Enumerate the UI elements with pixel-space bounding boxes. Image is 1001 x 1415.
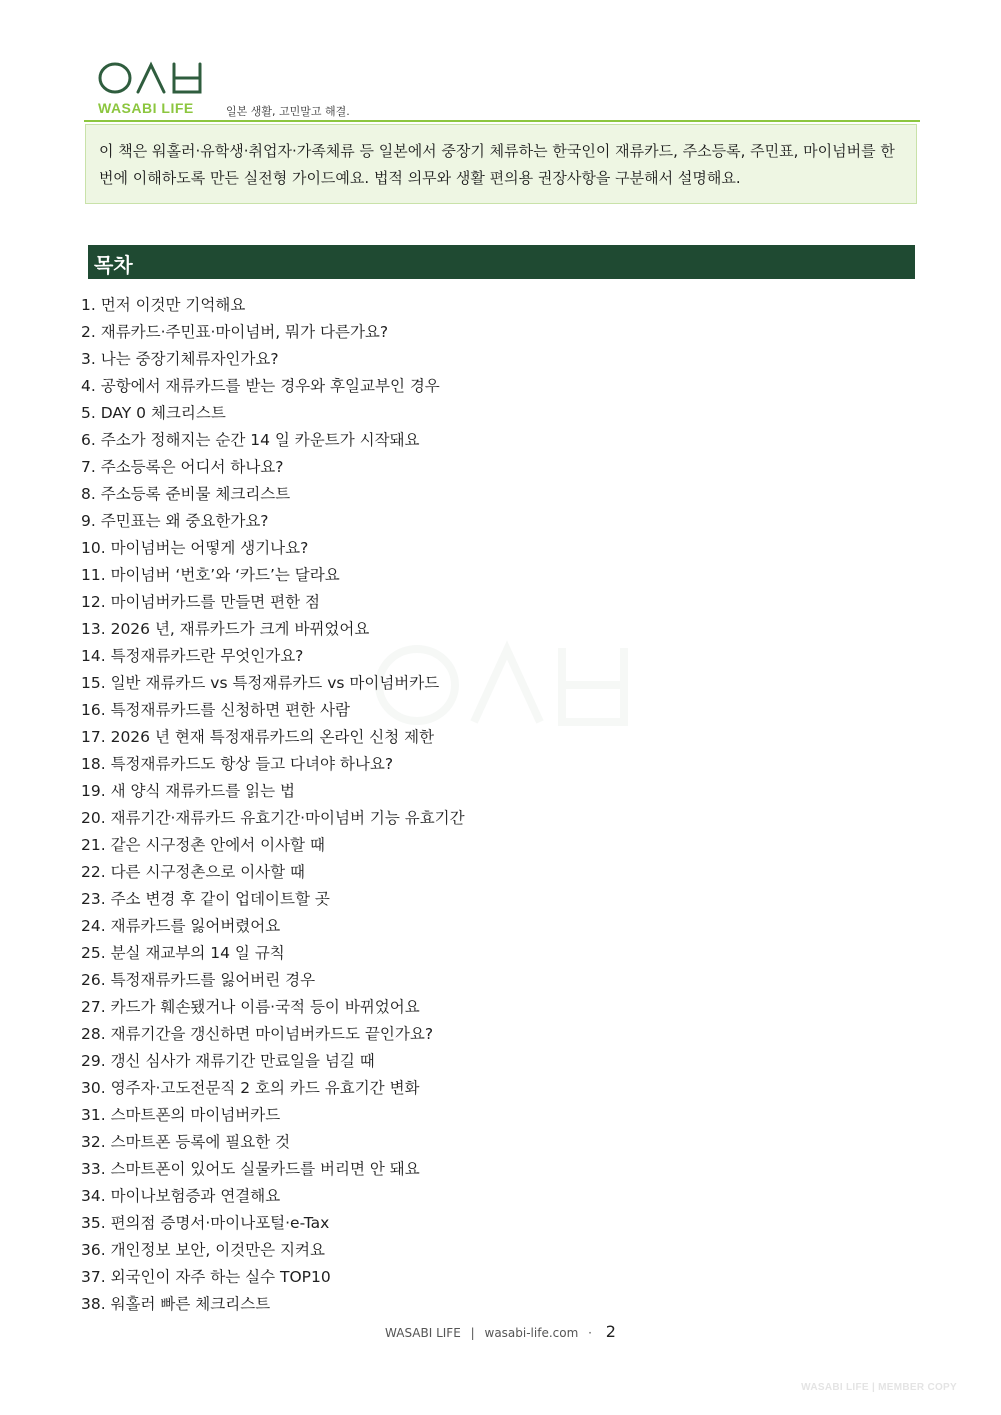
brand-name: WASABI LIFE bbox=[98, 100, 194, 116]
wasabi-logo-icon bbox=[96, 60, 204, 96]
intro-text: 이 책은 워홀러·유학생·취업자·가족체류 등 일본에서 중장기 체류하는 한국인이 재류카드, 주소등록, 주민표, 마이넘버를 한 번에 이해하도록 만든 실전형 가이드예요. 법적 의무와 생활 편의용 권장사항을 구분해서 설명해요. bbox=[99, 142, 895, 187]
toc-item[interactable]: 31. 스마트폰의 마이넘버카드 bbox=[81, 1106, 281, 1124]
intro-box bbox=[85, 124, 917, 204]
header-divider bbox=[84, 120, 920, 122]
toc-item[interactable]: 17. 2026 년 현재 특정재류카드의 온라인 신청 제한 bbox=[81, 728, 435, 746]
toc-item[interactable]: 25. 분실 재교부의 14 일 규칙 bbox=[81, 944, 285, 962]
toc-item[interactable]: 1. 먼저 이것만 기억해요 bbox=[81, 296, 246, 314]
toc-item[interactable]: 5. DAY 0 체크리스트 bbox=[81, 404, 226, 422]
toc-item[interactable]: 2. 재류카드·주민표·마이넘버, 뭐가 다른가요? bbox=[81, 323, 389, 341]
toc-item[interactable]: 18. 특정재류카드도 항상 들고 다녀야 하나요? bbox=[81, 755, 394, 773]
toc-list bbox=[81, 292, 465, 1318]
toc-item[interactable]: 20. 재류기간·재류카드 유효기간·마이넘버 기능 유효기간 bbox=[81, 809, 465, 827]
toc-item[interactable]: 6. 주소가 정해지는 순간 14 일 카운트가 시작돼요 bbox=[81, 431, 420, 449]
page-footer bbox=[0, 1322, 1001, 1341]
toc-item[interactable]: 29. 갱신 심사가 재류기간 만료일을 넘길 때 bbox=[81, 1052, 375, 1070]
toc-item[interactable]: 24. 재류카드를 잃어버렸어요 bbox=[81, 917, 281, 935]
toc-item[interactable]: 35. 편의점 증명서·마이나포털·e-Tax bbox=[81, 1214, 330, 1232]
toc-item[interactable]: 27. 카드가 훼손됐거나 이름·국적 등이 바뀌었어요 bbox=[81, 998, 420, 1016]
toc-item[interactable]: 22. 다른 시구정촌으로 이사할 때 bbox=[81, 863, 306, 881]
toc-item[interactable]: 26. 특정재류카드를 잃어버린 경우 bbox=[81, 971, 316, 989]
toc-item[interactable]: 11. 마이넘버 ‘번호’와 ‘카드’는 달라요 bbox=[81, 566, 340, 584]
toc-item[interactable]: 8. 주소등록 준비물 체크리스트 bbox=[81, 485, 291, 503]
toc-item[interactable]: 33. 스마트폰이 있어도 실물카드를 버리면 안 돼요 bbox=[81, 1160, 420, 1178]
toc-heading-bar bbox=[88, 245, 915, 279]
toc-item[interactable]: 34. 마이나보험증과 연결해요 bbox=[81, 1187, 281, 1205]
member-copy-watermark: WASABI LIFE | MEMBER COPY bbox=[801, 1382, 957, 1393]
footer-dot: · bbox=[588, 1326, 592, 1340]
footer-divider: | bbox=[470, 1326, 475, 1340]
toc-item[interactable]: 14. 특정재류카드란 무엇인가요? bbox=[81, 647, 304, 665]
toc-item[interactable]: 12. 마이넘버카드를 만들면 편한 점 bbox=[81, 593, 321, 611]
toc-item[interactable]: 15. 일반 재류카드 vs 특정재류카드 vs 마이넘버카드 bbox=[81, 674, 440, 692]
toc-item[interactable]: 7. 주소등록은 어디서 하나요? bbox=[81, 458, 284, 476]
toc-item[interactable]: 10. 마이넘버는 어떻게 생기나요? bbox=[81, 539, 309, 557]
toc-item[interactable]: 32. 스마트폰 등록에 필요한 것 bbox=[81, 1133, 291, 1151]
toc-item[interactable]: 13. 2026 년, 재류카드가 크게 바뀌었어요 bbox=[81, 620, 370, 638]
toc-title: 목차 bbox=[94, 253, 133, 277]
footer-brand: WASABI LIFE bbox=[385, 1326, 461, 1340]
toc-item[interactable]: 21. 같은 시구정촌 안에서 이사할 때 bbox=[81, 836, 325, 854]
toc-item[interactable]: 3. 나는 중장기체류자인가요? bbox=[81, 350, 279, 368]
toc-item[interactable]: 36. 개인정보 보안, 이것만은 지켜요 bbox=[81, 1241, 325, 1259]
toc-item[interactable]: 37. 외국인이 자주 하는 실수 TOP10 bbox=[81, 1268, 331, 1286]
toc-item[interactable]: 16. 특정재류카드를 신청하면 편한 사람 bbox=[81, 701, 350, 719]
toc-item[interactable]: 9. 주민표는 왜 중요한가요? bbox=[81, 512, 269, 530]
toc-item[interactable]: 4. 공항에서 재류카드를 받는 경우와 후일교부인 경우 bbox=[81, 377, 440, 395]
toc-item[interactable]: 19. 새 양식 재류카드를 읽는 법 bbox=[81, 782, 295, 800]
toc-item[interactable]: 38. 워홀러 빠른 체크리스트 bbox=[81, 1295, 271, 1313]
page-number: 2 bbox=[605, 1322, 616, 1341]
footer-site-link[interactable]: wasabi-life.com bbox=[484, 1326, 579, 1340]
toc-item[interactable]: 23. 주소 변경 후 같이 업데이트할 곳 bbox=[81, 890, 330, 908]
toc-item[interactable]: 28. 재류기간을 갱신하면 마이넘버카드도 끝인가요? bbox=[81, 1025, 434, 1043]
brand-tagline: 일본 생활, 고민말고 해결. bbox=[226, 105, 350, 118]
toc-item[interactable]: 30. 영주자·고도전문직 2 호의 카드 유효기간 변화 bbox=[81, 1079, 420, 1097]
